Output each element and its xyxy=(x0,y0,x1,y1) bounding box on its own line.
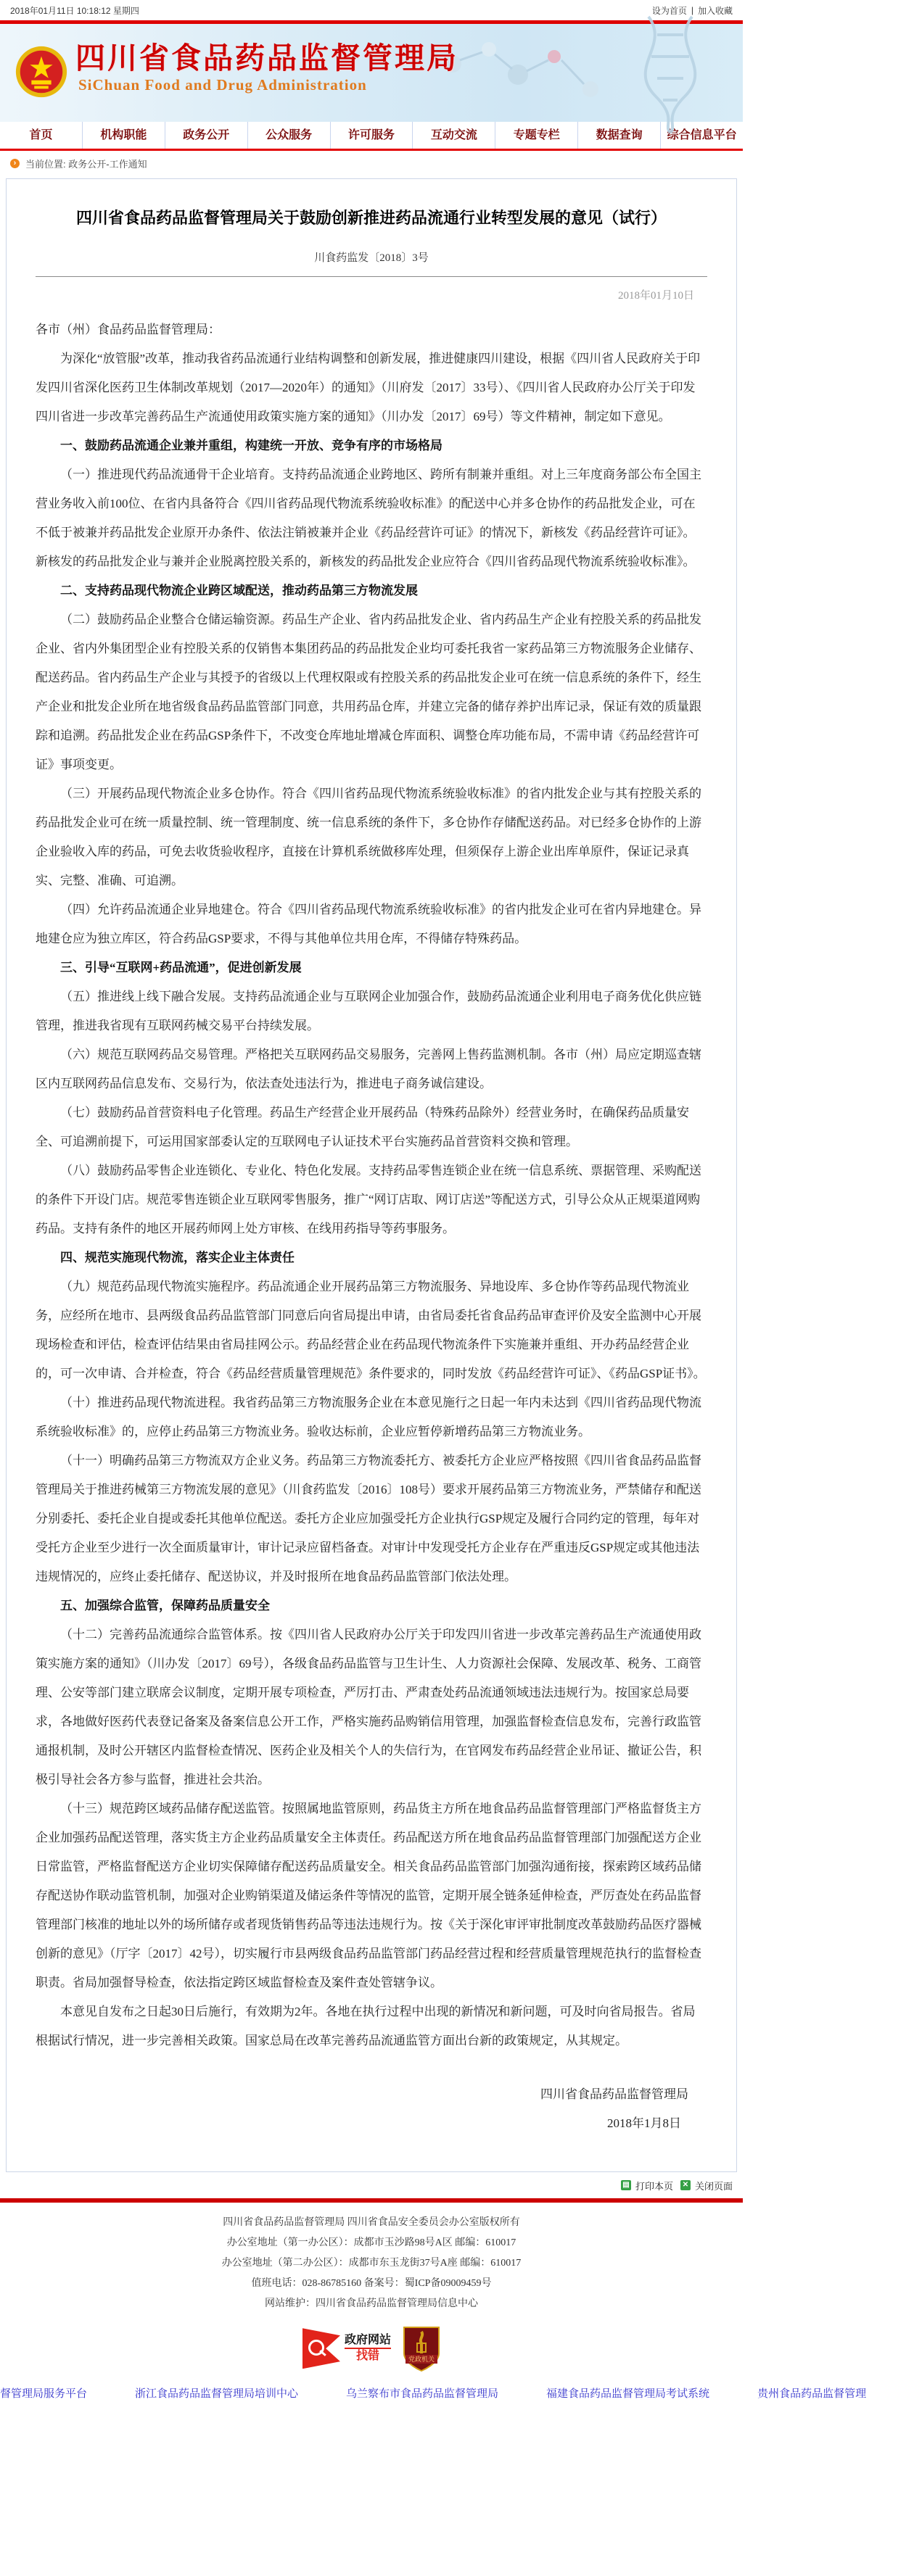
add-favorite-link[interactable]: 加入收藏 xyxy=(697,5,733,16)
article-card xyxy=(6,178,737,2172)
main-nav xyxy=(0,122,743,149)
related-site-link-1[interactable]: 浙江食品药品监督管理局培训中心 xyxy=(135,2388,299,2401)
article-para-10: （六）规范互联网药品交易管理。严格把关互联网药品交易服务，完善网上售药监测机制。各市（州）局应定期巡查辖区内互联网药品信息发布、交易行为，依法查处违法行为，推进电子商务诚信建设。 xyxy=(36,1048,701,1091)
print-icon: ▤ xyxy=(621,2180,631,2190)
article-para-1: 为深化“放管服”改革，推动我省药品流通行业结构调整和创新发展，推进健康四川建设，根据《四川省人民政府关于印发四川省深化医药卫生体制改革规划（2017—2020年）的通知》（川府发〔2017〕33号）、《四川省人民政府办公厅关于印发四川省进一步改革完善药品生产流通使用政策实施方案的通知》（川办发〔2017〕69号）等文件精神，制定如下意见。 xyxy=(36,352,701,424)
article-title: 四川省食品药品监督管理局关于鼓励创新推进药品流通行业转型发展的意见（试行） xyxy=(75,209,667,227)
dna-molecule-decoration xyxy=(409,24,743,122)
nav-item-3[interactable]: 公众服务 xyxy=(248,122,331,149)
topbar-divider: | xyxy=(691,5,693,15)
nav-item-0[interactable]: 首页 xyxy=(0,122,83,149)
article-heading-2: 一、鼓励药品流通企业兼并重组，构建统一开放、竞争有序的市场格局 xyxy=(60,439,442,453)
signature-date: 2018年1月8日 xyxy=(607,2116,681,2131)
article-para-5: （二）鼓励药品企业整合仓储运输资源。药品生产企业、省内药品批发企业、省内药品生产企业有控股关系的药品批发企业、省内外集团型企业有控股关系的仅销售本集团药品的药品批发企业均可委托我省一家药品第三方物流服务企业储存、配送药品。省内药品生产企业与其授予的省级以上代理权限或有控股关系的药品批发企业可在统一信息系统的条件下，经生产企业和批发企业所在地省级食品药品监管部门同意，共用药品仓库，并建立完备的储存养护出库记录，保证有效的质量跟踪和追溯。药品批发企业在药品GSP条件下，不改变仓库地址增减仓库面积、调整仓库功能布局，不需申请《药品经营许可证》事项变更。 xyxy=(36,613,701,772)
article-heading-13: 四、规范实施现代物流，落实企业主体责任 xyxy=(60,1251,295,1265)
article-para-6: （三）开展药品现代物流企业多仓协作。符合《四川省药品现代物流系统验收标准》的省内批发企业与其有控股关系的药品批发企业可在统一质量控制、统一管理制度、统一信息系统的条件下，多仓协作存储配送药品。对已经多仓协作的上游企业验收入库的药品，可免去收货验收程序，直接在计算机系统做移库处理，但须保存上游企业出库单原件，保证记录真实、完整、准确、可追溯。 xyxy=(36,787,701,888)
related-sites-links xyxy=(0,2377,867,2414)
article-para-7: （四）允许药品流通企业异地建仓。符合《四川省药品现代物流系统验收标准》的省内批发企业可在省内异地建仓。异地建仓应为独立库区，符合药品GSP要求，不得与其他单位共用仓库，不得储存特殊药品。 xyxy=(36,903,701,946)
footer-line-3: 值班电话：028-86785160 备案号：蜀ICP备09009459号 xyxy=(251,2278,492,2290)
party-government-shield-badge[interactable] xyxy=(403,2324,440,2372)
article-heading-4: 二、支持药品现代物流企业跨区域配送，推动药品第三方物流发展 xyxy=(60,584,418,598)
document-number: 川食药监发〔2018〕3号 xyxy=(314,252,429,265)
article-para-20: 本意见自发布之日起30日后施行，有效期为2年。各地在执行过程中出现的新情况和新问题，可及时向省局报告。省局根据试行情况，进一步完善相关政策。国家总局在改革完善药品流通监管方面出台新的政策规定，从其规定。 xyxy=(36,2005,696,2048)
footer-badges xyxy=(0,2324,743,2372)
site-title: 四川省食品药品监督管理局 xyxy=(75,41,458,75)
article-para-9: （五）推进线上线下融合发展。支持药品流通企业与互联网企业加强合作，鼓励药品流通企业利用电子商务优化供应链管理，推进我省现有互联网药械交易平台持续发展。 xyxy=(36,990,701,1033)
related-site-link-3[interactable]: 福建食品药品监督管理局考试系统 xyxy=(546,2388,710,2401)
article-para-11: （七）鼓励药品首营资料电子化管理。药品生产经营企业开展药品（特殊药品除外）经营业务时，在确保药品质量安全、可追溯前提下，可运用国家部委认定的互联网电子认证技术平台实施药品首营资料交换和管理。 xyxy=(36,1106,689,1149)
article-para-19: （十三）规范跨区域药品储存配送监管。按照属地监管原则，药品货主方所在地食品药品监督管理部门严格监督货主方企业加强药品配送管理，落实货主方企业药品质量安全主体责任。药品配送方所在地食品药品监督管理部门加强配送方企业日常监管，严格监督配送方企业切实保障储存配送药品质量安全。相关食品药品监管部门加强沟通衔接，探索跨区域药品储存配送协作联动监管机制，加强对企业购销渠道及储运条件等情况的监管，定期开展全链条延伸检查，严厉查处在药品监督管理部门核准的地址以外的场所储存或者现货销售药品等违法违规行为。按《关于深化审评审批制度改革鼓励药品医疗器械创新的意见》（厅字〔2017〕42号），切实履行市县两级食品药品监管部门药品经营过程和经营质量管理规范执行的监督检查职责。省局加强督导检查，依法指定跨区域监督检查及案件查处管辖争议。 xyxy=(36,1802,701,1990)
article-heading-17: 五、加强综合监管，保障药品质量安全 xyxy=(60,1599,270,1613)
article-para-3: （一）推进现代药品流通骨干企业培育。支持药品流通企业跨地区、跨所有制兼并重组。对上三年度商务部公布全国主营业务收入前100位、在省内具备符合《四川省药品现代物流系统验收标准》的配送中心并多仓协作的药品批发企业，可在不低于被兼并药品批发企业原开办条件、依法注销被兼并企业《药品经营许可证》的情况下，新核发《药品经营许可证》。新核发的药品批发企业与兼并企业脱离控股关系的，新核发的药品批发企业应符合《四川省药品现代物流系统验收标准》。 xyxy=(36,468,701,569)
related-site-link-0[interactable]: 督管理局服务平台 xyxy=(0,2388,88,2401)
article-para-15: （十）推进药品现代物流进程。我省药品第三方物流服务企业在本意见施行之日起一年内未达到《四川省药品现代物流系统验收标准》的，应停止药品第三方物流业务。验收达标前，企业应暂停新增药品第三方物流业务。 xyxy=(36,1396,701,1439)
magnifier-flag-icon xyxy=(302,2328,340,2369)
article-para-16: （十一）明确药品第三方物流双方企业义务。药品第三方物流委托方、被委托方企业应严格按照《四川省食品药品监督管理局关于推进药械第三方物流发展的意见》（川食药监发〔2016〕108号）要求开展药品第三方物流业务，严禁储存和配送分别委托、委托企业自提或委托其他单位配送。委托方企业应加强受托方企业执行GSP规定及履行合同约定的管理，每年对受托方企业至少进行一次全面质量审计，审计记录应留档备查。对审计中发现受托方企业存在严重违反GSP规定或其他违法违规情况的，应终止委托储存、配送协议，并及时报所在地食品药品监管部门依法处理。 xyxy=(36,1454,701,1584)
gov-site-error-report-badge[interactable] xyxy=(302,2328,391,2369)
article-heading-8: 三、引导“互联网+药品流通”，促进创新发展 xyxy=(60,961,302,975)
breadcrumb-prefix: 当前位置: xyxy=(25,158,66,170)
related-site-link-2[interactable]: 乌兰察布市食品药品监督管理局 xyxy=(346,2388,499,2401)
article-salutation-0: 各市（州）食品药品监督管理局： xyxy=(36,323,221,337)
footer-line-0: 四川省食品药品监督管理局 四川省食品安全委员会办公室版权所有 xyxy=(223,2217,520,2229)
publish-date: 2018年01月10日 xyxy=(617,290,694,302)
breadcrumb xyxy=(0,151,743,175)
breadcrumb-path[interactable]: 政务公开-工作通知 xyxy=(68,158,147,170)
nav-item-1[interactable]: 机构职能 xyxy=(83,122,165,149)
close-page-button[interactable]: 关闭页面 xyxy=(694,2180,733,2192)
party-badge-label: 党政机关 xyxy=(408,2356,435,2364)
top-utility-bar xyxy=(0,0,743,20)
article-body xyxy=(36,315,707,2055)
article-para-18: （十二）完善药品流通综合监管体系。按《四川省人民政府办公厅关于印发四川省进一步改革完善药品生产流通使用政策实施方案的通知》（川办发〔2017〕69号），各级食品药品监管与卫生计生、人力资源社会保障、发展改革、税务、工商管理、公安等部门建立联席会议制度，定期开展专项检查，严厉打击、严肃查处药品流通领域违法违规行为。按国家总局要求，各地做好医药代表登记备案及备案信息公开工作，严格实施药品购销信用管理，加强监督检查信息发布，完善行政监管通报机制，及时公开辖区内监督检查情况、医药企业及相关个人的失信行为，在官网发布药品经营企业吊证、撤证公告，积极引导社会各方参与监督，推进社会共治。 xyxy=(36,1628,701,1787)
title-divider xyxy=(36,276,707,277)
nav-item-5[interactable]: 互动交流 xyxy=(413,122,495,149)
national-emblem-logo xyxy=(13,40,70,105)
breadcrumb-arrow-icon: › xyxy=(10,159,20,168)
site-banner xyxy=(0,24,743,122)
datetime-display: 2018年01月11日 10:18:12 星期四 xyxy=(10,5,139,16)
footer-line-2: 办公室地址（第二办公区）：成都市东玉龙街37号A座 邮编：610017 xyxy=(221,2258,522,2269)
close-icon: ✕ xyxy=(680,2180,691,2190)
error-badge-line1: 政府网站 xyxy=(344,2334,391,2347)
nav-item-7[interactable]: 数据查询 xyxy=(578,122,661,149)
print-page-button[interactable]: 打印本页 xyxy=(635,2180,673,2192)
related-site-link-4[interactable]: 贵州食品药品监督管理 xyxy=(757,2388,867,2401)
nav-item-2[interactable]: 政务公开 xyxy=(165,122,248,149)
signature-org: 四川省食品药品监督管理局 xyxy=(540,2087,688,2102)
article-para-14: （九）规范药品现代物流实施程序。药品流通企业开展药品第三方物流服务、异地设库、多仓协作等药品现代物流业务，应经所在地市、县两级食品药品监管部门同意后向省局提出申请，由省局委托省食品药品审查评价及安全监测中心开展现场检查和评估，检查评估结果由省局挂网公示。药品经营企业在药品现代物流条件下实施兼并重组、开办药品经营企业的，可一次申请、合并检查，符合《药品经营质量管理规范》条件要求的，同时发放《药品经营许可证》、《药品GSP证书》。 xyxy=(36,1280,706,1381)
footer-line-4: 网站维护：四川省食品药品监督管理局信息中心 xyxy=(265,2298,478,2310)
site-footer xyxy=(0,2203,743,2314)
nav-item-6[interactable]: 专题专栏 xyxy=(495,122,578,149)
nav-item-8[interactable]: 综合信息平台 xyxy=(667,129,737,141)
footer-line-1: 办公室地址（第一办公区）：成都市玉沙路98号A区 邮编：610017 xyxy=(226,2237,516,2249)
site-subtitle-english: SiChuan Food and Drug Administration xyxy=(78,76,367,94)
article-para-12: （八）鼓励药品零售企业连锁化、专业化、特色化发展。支持药品零售连锁企业在统一信息系统、票据管理、采购配送的条件下开设门店。规范零售连锁企业互联网零售服务，推广“网订店取、网订店送”等配送方式，引导公众从正规渠道网购药品。支持有条件的地区开展药师网上处方审核、在线用药指导等药事服务。 xyxy=(36,1164,701,1236)
set-homepage-link[interactable]: 设为首页 xyxy=(651,5,687,16)
page-actions xyxy=(0,2172,743,2198)
error-badge-line2: 找错 xyxy=(345,2348,391,2364)
nav-item-4[interactable]: 许可服务 xyxy=(331,122,413,149)
